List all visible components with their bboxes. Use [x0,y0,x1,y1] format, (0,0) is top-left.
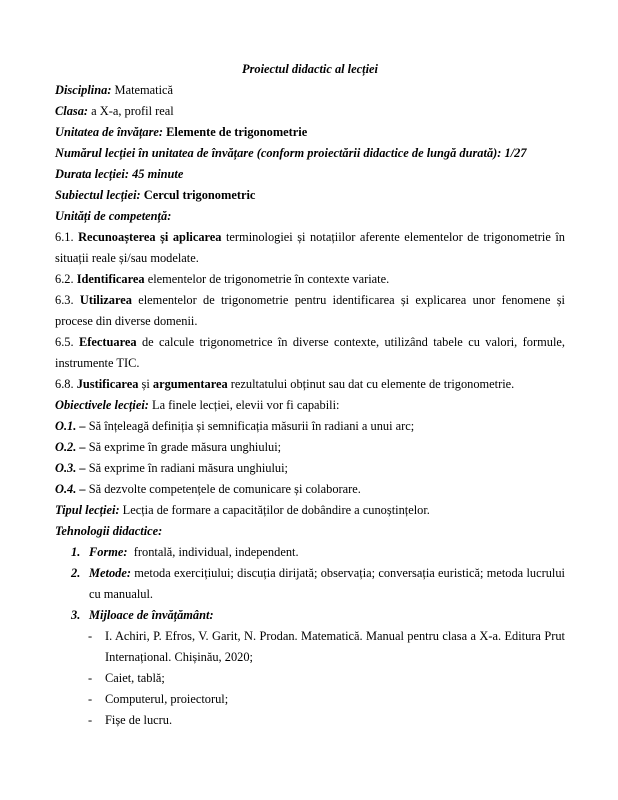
text-run: Unitatea de învățare: [55,125,164,139]
text-run: O.2. – [55,440,86,454]
text-run: O.3. – [55,461,86,475]
text-run: Tipul lecției: [55,503,120,517]
list-marker: 3. [71,608,81,622]
dash-list-item [55,668,565,689]
list-marker: - [88,713,93,727]
text-run: Cercul trigonometric [140,188,256,202]
text-run: Numărul lecției în unitatea de învățare (conform proiectării didactice de lungă durată): 1/27 [55,146,527,160]
paragraph [55,227,565,269]
paragraph [55,185,565,206]
text-run: Recunoașterea și aplicarea [78,230,222,244]
paragraph [55,500,565,521]
paragraph [55,521,565,542]
list-marker: - [88,692,93,706]
text-run: Lecția de formare a capacităților de dobândire a cunoștințelor. [119,503,430,517]
text-run: frontală, individual, independent. [127,545,299,559]
paragraph [55,290,565,332]
numbered-list-item [55,605,565,626]
text-run: Caiet, tablă; [105,671,165,685]
paragraph [55,458,565,479]
text-run: 6.1. [55,230,79,244]
text-run: Tehnologii didactice: [55,524,163,538]
dash-list-item [55,626,565,668]
text-run: Justificarea [76,377,139,391]
text-run: elementelor de trigonometrie pentru identificarea și explicarea unor fenomene și procese din diverse domenii. [55,293,565,328]
paragraph [55,143,565,164]
text-run: Utilizarea [79,293,132,307]
paragraph [55,416,565,437]
text-run: Să dezvolte competențele de comunicare și colaborare. [85,482,361,496]
paragraph [55,101,565,122]
text-run: 6.3. [55,293,80,307]
paragraph [55,122,565,143]
paragraph [55,269,565,290]
doc-title [55,59,565,80]
paragraph [55,332,565,374]
text-run: Să exprime în grade măsura unghiului; [85,440,282,454]
text-run: La finele lecției, elevii vor fi capabili: [148,398,340,412]
text-run: metoda exercițiului; discuția dirijată; observația; conversația euristică; metoda lucrului cu manualul. [89,566,565,601]
dash-list-item [55,689,565,710]
text-run: Elemente de trigonometrie [163,125,308,139]
text-run: rezultatului obținut sau dat cu elemente de trigonometrie. [227,377,515,391]
text-run: Disciplina: [55,83,112,97]
text-run: Identificarea [76,272,145,286]
text-run: 6.5. [55,335,79,349]
text-run: Fișe de lucru. [105,713,173,727]
text-run: Subiectul lecției: [55,188,141,202]
text-run: O.1. – [55,419,86,433]
paragraph [55,479,565,500]
text-run: Unități de competență: [55,209,172,223]
list-marker: - [88,629,93,643]
text-run: 6.8. [55,377,77,391]
text-run: O.4. – [55,482,86,496]
text-run: și [138,377,153,391]
text-run: Să exprime în radiani măsura unghiului; [85,461,288,475]
paragraph [55,437,565,458]
paragraph [55,80,565,101]
paragraph [55,164,565,185]
text-run: terminologiei și notațiilor aferente elementelor de trigonometrie în situații reale și/sau modelate. [55,230,565,265]
list-marker: - [88,671,93,685]
text-run: a X-a, profil real [88,104,174,118]
text-run: Efectuarea [78,335,137,349]
numbered-list-item [55,563,565,605]
numbered-list-item [55,542,565,563]
dash-list-item [55,710,565,731]
text-run: Durata lecției: 45 minute [55,167,184,181]
list-marker: 1. [71,545,81,559]
text-run: Forme: [89,545,128,559]
text-run: Computerul, proiectorul; [105,692,229,706]
text-run: I. Achiri, P. Efros, V. Garit, N. Prodan. Matematică. Manual pentru clasa a X-a. Editura Prut Internațional. Chișinău, 2020; [105,629,565,664]
text-run: Proiectul didactic al lecției [242,62,378,76]
text-run: argumentarea [152,377,228,391]
text-run: 6.2. [55,272,77,286]
paragraph [55,374,565,395]
text-run: de calcule trigonometrice în diverse contexte, utilizând tabele cu valori, formule, instrumente TIC. [55,335,565,370]
text-run: Mijloace de învățământ: [89,608,214,622]
text-run: Obiectivele lecției: [55,398,149,412]
text-run: elementelor de trigonometrie în contexte variate. [144,272,390,286]
text-run: Clasa: [55,104,89,118]
list-marker: 2. [71,566,81,580]
text-run: Matematică [111,83,174,97]
text-run: Metode: [89,566,131,580]
paragraph [55,395,565,416]
paragraph [55,206,565,227]
text-run: Să înțeleagă definiția și semnificația măsurii în radiani a unui arc; [85,419,415,433]
